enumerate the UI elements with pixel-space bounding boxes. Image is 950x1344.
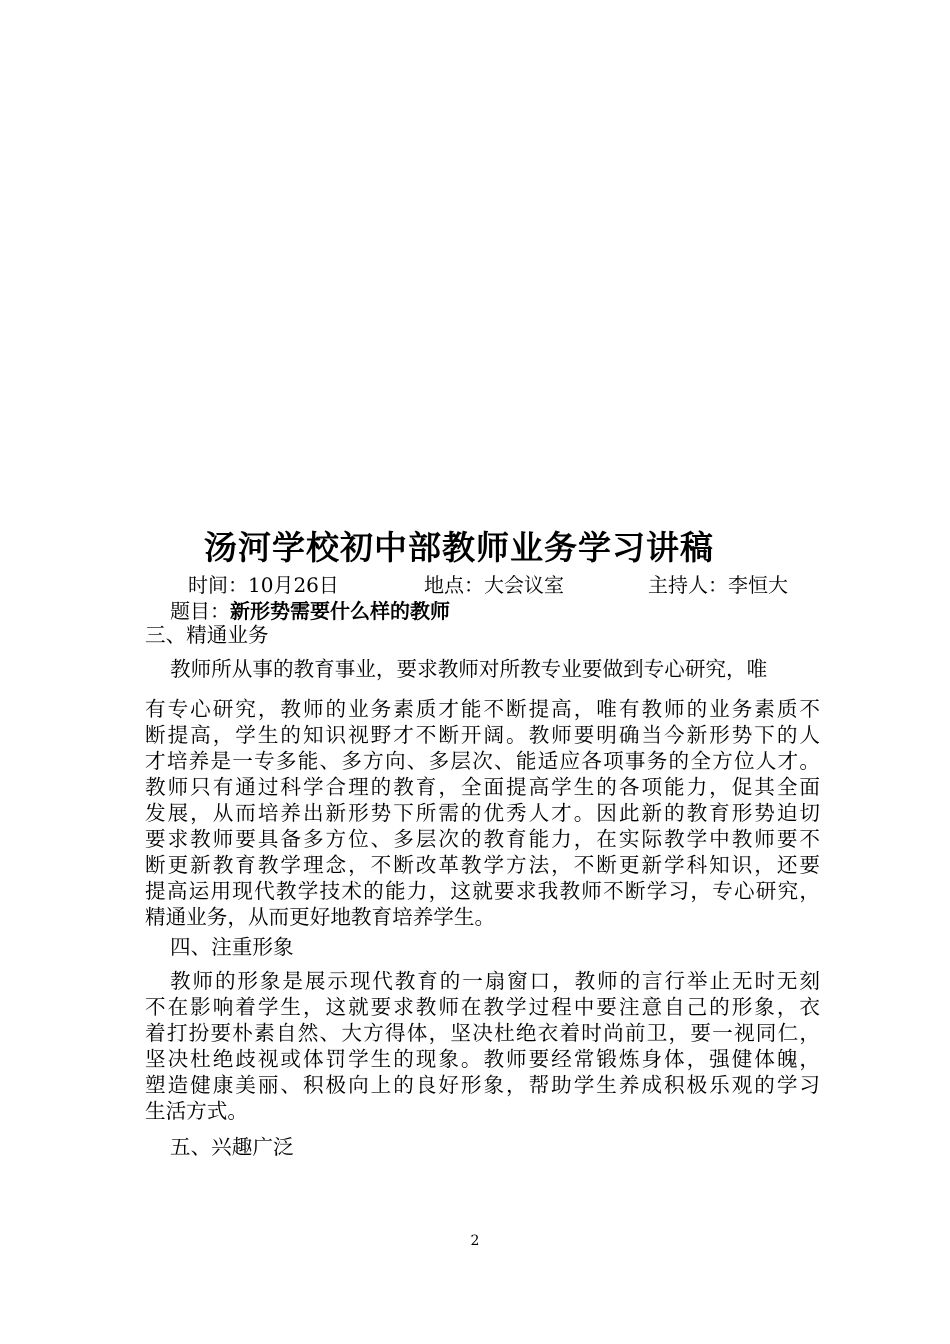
meeting-host: 主持人：李恒大: [648, 573, 788, 597]
paragraph-line: 教师只有通过科学合理的教育，全面提高学生的各项能力，促其全面: [145, 775, 820, 799]
section-3-paragraph: [145, 696, 820, 930]
section-heading-4: 四、注重形象: [170, 935, 294, 959]
topic-line: [170, 598, 450, 624]
paragraph-line: 提高运用现代教学技术的能力，这就要求我教师不断学习，专心研究，: [145, 879, 820, 903]
topic-label: 题目：: [170, 599, 230, 623]
paragraph-line: 着打扮要朴素自然、大方得体，坚决杜绝衣着时尚前卫，要一视同仁，: [145, 1021, 820, 1045]
section-3-first-line: 教师所从事的教育事业，要求教师对所教专业要做到专心研究，唯: [170, 657, 768, 681]
section-heading-5: 五、兴趣广泛: [170, 1135, 294, 1159]
meeting-time: 时间：10月26日: [188, 573, 339, 597]
topic-value: 新形势需要什么样的教师: [230, 599, 450, 623]
paragraph-line: 要求教师要具备多方位、多层次的教育能力，在实际教学中教师要不: [145, 827, 820, 851]
paragraph-line: 教师的形象是展示现代教育的一扇窗口，教师的言行举止无时无刻: [170, 969, 820, 993]
page-number: 2: [470, 1233, 480, 1249]
paragraph-line: 坚决杜绝歧视或体罚学生的现象。教师要经常锻炼身体，强健体魄，: [145, 1047, 820, 1071]
meeting-place: 地点：大会议室: [424, 573, 564, 597]
section-4-paragraph: [145, 968, 820, 1124]
paragraph-line: 生活方式。: [145, 1099, 248, 1123]
paragraph-line: 才培养是一专多能、多方向、多层次、能适应各项事务的全方位人才。: [145, 749, 820, 773]
section-heading-3: 三、精通业务: [145, 623, 269, 647]
paragraph-line: 不在影响着学生，这就要求教师在教学过程中要注意自己的形象，衣: [145, 995, 820, 1019]
document-title: 汤河学校初中部教师业务学习讲稿: [204, 528, 714, 567]
paragraph-line: 塑造健康美丽、积极向上的良好形象，帮助学生养成积极乐观的学习: [145, 1073, 820, 1097]
paragraph-line: 有专心研究，教师的业务素质才能不断提高，唯有教师的业务素质不: [145, 697, 820, 721]
paragraph-line: 精通业务，从而更好地教育培养学生。: [145, 905, 496, 929]
paragraph-line: 发展，从而培养出新形势下所需的优秀人才。因此新的教育形势迫切: [145, 801, 820, 825]
paragraph-line: 断提高，学生的知识视野才不断开阔。教师要明确当今新形势下的人: [145, 723, 820, 747]
paragraph-line: 断更新教育教学理念，不断改革教学方法，不断更新学科知识，还要: [145, 853, 820, 877]
